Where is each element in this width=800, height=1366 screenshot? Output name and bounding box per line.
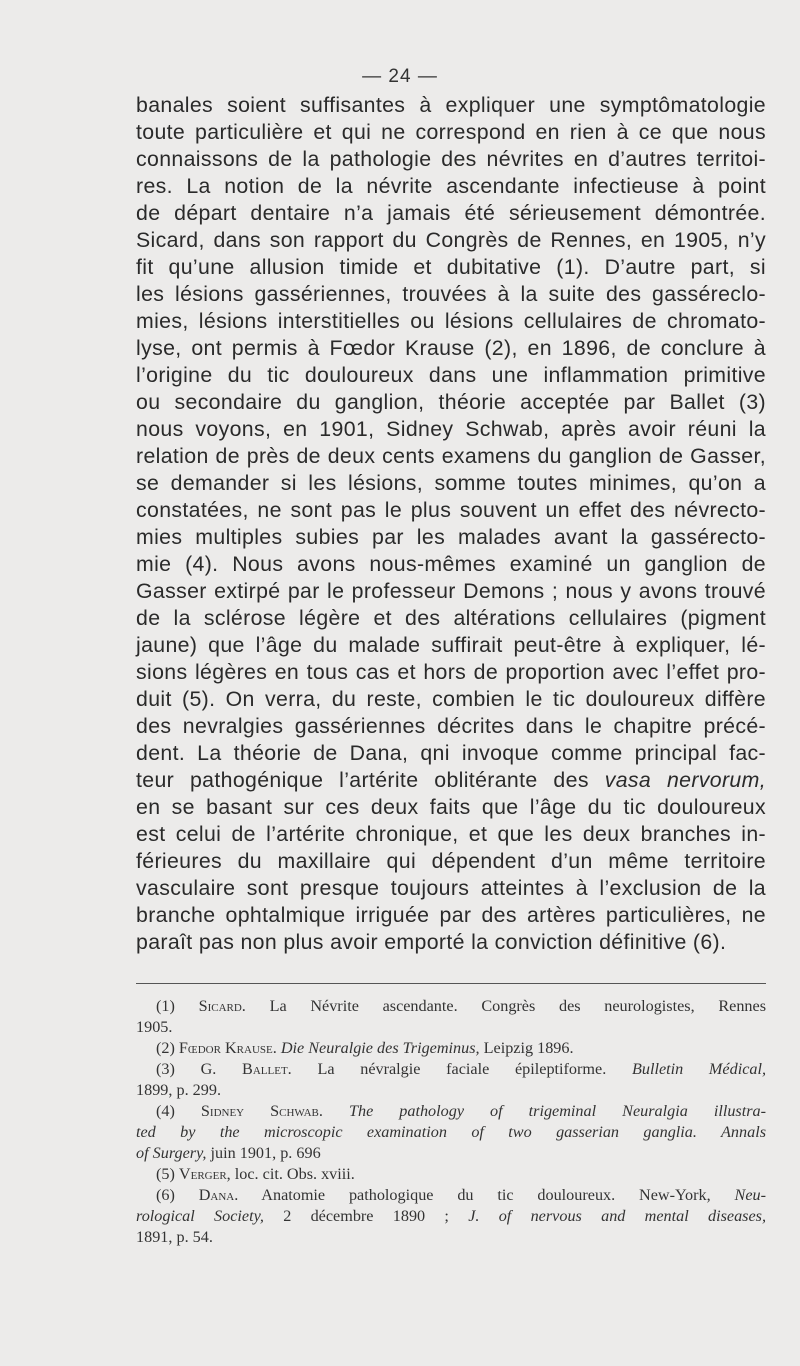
text-line: mies multiples subies par les malades avant la gassérecto- — [136, 525, 766, 549]
footnotes — [136, 996, 766, 1248]
text-line: en se basant sur ces deux faits que l’âge du tic douloureux — [136, 795, 766, 819]
footnote-number: (4) — [156, 1102, 175, 1120]
footnote-text: Leipzig 1896. — [483, 1039, 574, 1057]
text-line: connaissons de la pathologie des névrites en d’autres territoi- — [136, 147, 766, 171]
footnote-1-cont: 1905. — [136, 1018, 173, 1036]
body-paragraph — [136, 92, 766, 956]
footnote-number: (5) — [156, 1165, 175, 1183]
text-line: des nevralgies gassériennes décrites dans le chapitre précé- — [136, 714, 766, 738]
text-line: se demander si les lésions, somme toutes minimes, qu’on a — [136, 471, 766, 495]
text-line: paraît pas non plus avoir emporté la conviction définitive (6). — [136, 930, 727, 954]
text-line: de la sclérose légère et des altérations cellulaires (pigment — [136, 606, 766, 630]
text-line: mies, lésions interstitielles ou lésions cellulaires de chromato- — [136, 309, 766, 333]
text-line: férieures du maxillaire qui dépendent d’un même territoire — [136, 849, 766, 873]
footnote-6 — [136, 1185, 766, 1206]
footnote-text: La Névrite ascendante. Congrès des neurologistes, Rennes — [269, 997, 766, 1015]
footnote-text: Anatomie pathologique du tic douloureux. New-York, — [261, 1186, 711, 1204]
text-line — [136, 767, 766, 794]
footnote-number: (2) — [156, 1039, 175, 1057]
footnote-text: La névralgie faciale épileptiforme. — [317, 1060, 607, 1078]
text-line: fit qu’une allusion timide et dubitative (1). D’autre part, si — [136, 255, 766, 279]
text-line: Sicard, dans son rapport du Congrès de Rennes, en 1905, n’y — [136, 228, 766, 252]
text-segment: teur pathogénique l’artérite oblitérante des — [136, 768, 589, 792]
footnote-author: Sidney Schwab. — [200, 1102, 323, 1120]
footnote-divider — [136, 983, 766, 984]
footnote-number: (6) — [156, 1186, 175, 1204]
text-line: lyse, ont permis à Fœdor Krause (2), en 1896, de conclure à — [136, 336, 766, 360]
footnote-title: rological Society, — [136, 1207, 264, 1225]
footnote-title: Neu- — [734, 1186, 767, 1204]
footnote-title: The pathology of trigeminal Neuralgia illustra- — [348, 1102, 766, 1120]
footnote-title: ted by the microscopic examination of two gasserian ganglia. Annals — [136, 1123, 766, 1141]
footnote-2 — [136, 1038, 766, 1059]
text-line: constatées, ne sont pas le plus souvent un effet des névrecto- — [136, 498, 766, 522]
footnote-title: Die Neuralgie des Trigeminus, — [280, 1039, 480, 1057]
text-line: jaune) que l’âge du malade suffirait peut-être à expliquer, lé- — [136, 633, 766, 657]
text-line: res. La notion de la névrite ascendante infectieuse à point — [136, 174, 766, 198]
footnote-1 — [136, 996, 766, 1017]
footnote-3 — [136, 1059, 766, 1080]
footnote-6-cont — [136, 1206, 766, 1227]
text-line: ou secondaire du ganglion, théorie acceptée par Ballet (3) — [136, 390, 766, 414]
text-line: sions légères en tous cas et hors de proportion avec l’effet pro- — [136, 660, 766, 684]
footnote-text: 2 décembre 1890 ; — [283, 1207, 449, 1225]
text-line: toute particulière et qui ne correspond en rien à ce que nous — [136, 120, 766, 144]
footnote-author: Verger, — [178, 1165, 231, 1183]
footnote-author: Fœdor Krause. — [178, 1039, 277, 1057]
text-line: banales soient suffisantes à expliquer une symptômatologie — [136, 93, 766, 117]
footnote-4-cont — [136, 1122, 766, 1143]
footnote-title: of Surgery, — [136, 1144, 207, 1162]
footnote-3-cont: 1899, p. 299. — [136, 1081, 221, 1099]
footnote-4-cont — [136, 1143, 766, 1164]
text-line: branche ophtalmique irriguée par des artères particulières, ne — [136, 903, 766, 927]
footnote-author: Sicard. — [198, 997, 246, 1015]
footnote-number: (1) — [156, 997, 175, 1015]
text-line: Gasser extirpé par le professeur Demons ; nous y avons trouvé — [136, 579, 766, 603]
latin-term: vasa nervorum, — [604, 768, 766, 792]
footnote-author: Dana. — [198, 1186, 239, 1204]
footnote-title: J. of nervous and mental diseases, — [468, 1207, 767, 1225]
text-line: vasculaire sont presque toujours atteintes à l’exclusion de la — [136, 876, 766, 900]
footnote-text: juin 1901, p. 696 — [210, 1144, 321, 1162]
text-line: relation de près de deux cents examens du ganglion de Gasser, — [136, 444, 766, 468]
text-line: dent. La théorie de Dana, qni invoque comme principal fac- — [136, 741, 766, 765]
footnote-text: loc. cit. Obs. xviii. — [234, 1165, 355, 1183]
text-line: nous voyons, en 1901, Sidney Schwab, après avoir réuni la — [136, 417, 766, 441]
page-number: — 24 — — [362, 66, 438, 87]
footnote-number: (3) — [156, 1060, 175, 1078]
footnote-6-cont: 1891, p. 54. — [136, 1228, 213, 1246]
footnote-4 — [136, 1101, 766, 1122]
footnote-5 — [136, 1164, 766, 1185]
text-line: l’origine du tic douloureux dans une inflammation primitive — [136, 363, 766, 387]
footnote-title: Bulletin Médical, — [631, 1060, 767, 1078]
text-line: les lésions gassériennes, trouvées à la suite des gasséreclo- — [136, 282, 766, 306]
text-line: duit (5). On verra, du reste, combien le tic douloureux diffère — [136, 687, 766, 711]
text-line: est celui de l’artérite chronique, et que les deux branches in- — [136, 822, 766, 846]
text-line: mie (4). Nous avons nous-mêmes examiné un ganglion de — [136, 552, 766, 576]
footnote-author: G. Ballet. — [200, 1060, 292, 1078]
text-line: de départ dentaire n’a jamais été sérieusement démontrée. — [136, 201, 766, 225]
